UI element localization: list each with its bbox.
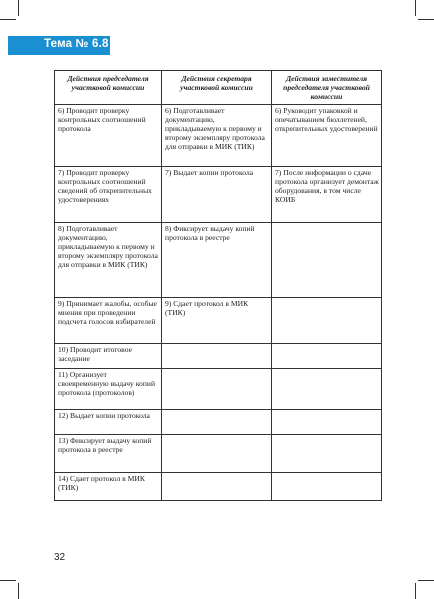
crop-mark bbox=[18, 583, 19, 599]
crop-mark bbox=[415, 583, 416, 599]
table-row bbox=[55, 410, 382, 435]
page-title: Тема № 6.8 bbox=[44, 38, 109, 50]
table-cell: 13) Фиксирует выдачу копий протокола в реестре bbox=[55, 435, 162, 473]
column-header-deputy: Действия заместителя председателя участковой комиссии bbox=[272, 71, 382, 105]
crop-mark bbox=[418, 19, 434, 20]
crop-mark bbox=[18, 0, 19, 16]
table-cell: 9) Сдает протокол в МИК (ТИК) bbox=[162, 298, 272, 344]
table-cell: 6) Руководит упаковкой и опечатыванием бюллетеней, открепительных удостоверений bbox=[272, 105, 382, 167]
table-cell: 6) Проводит проверку контрольных соотношений протокола bbox=[55, 105, 162, 167]
actions-table bbox=[54, 70, 382, 501]
table-cell: 7) Выдает копии протокола bbox=[162, 167, 272, 223]
table-row bbox=[55, 105, 382, 167]
table-row bbox=[55, 369, 382, 410]
table-cell bbox=[272, 435, 382, 473]
table-cell bbox=[162, 410, 272, 435]
table-cell: 11) Организует своевременную выдачу копий протокола (протоколов) bbox=[55, 369, 162, 410]
table-cell bbox=[162, 344, 272, 369]
column-header-chairman: Действия председателя участковой комиссии bbox=[55, 71, 162, 105]
table-cell: 7) Проводит проверку контрольных соотношений сведений об открепительных удостоверениях bbox=[55, 167, 162, 223]
table-cell: 8) Подготавливает документацию, прикладываемую к первому и второму экземпляру протокола для отправки в МИК (ТИК) bbox=[55, 223, 162, 298]
table-row bbox=[55, 435, 382, 473]
crop-mark bbox=[415, 0, 416, 16]
crop-mark bbox=[418, 580, 434, 581]
table-row bbox=[55, 223, 382, 298]
table-cell: 7) После информации о сдаче протокола организует демонтаж оборудования, в том числе КОИБ bbox=[272, 167, 382, 223]
column-header-secretary: Действия секретаря участковой комиссии bbox=[162, 71, 272, 105]
table-cell bbox=[162, 435, 272, 473]
table-cell: 10) Проводит итоговое заседание bbox=[55, 344, 162, 369]
page-number: 32 bbox=[54, 552, 66, 563]
table-cell bbox=[272, 410, 382, 435]
table-cell bbox=[272, 369, 382, 410]
table-cell bbox=[272, 473, 382, 501]
table-cell: 9) Принимает жалобы, особые мнения при проведении подсчета голосов избирателей bbox=[55, 298, 162, 344]
crop-mark bbox=[0, 19, 16, 20]
table-cell bbox=[272, 298, 382, 344]
table-row bbox=[55, 473, 382, 501]
table-cell bbox=[162, 369, 272, 410]
table-row bbox=[55, 167, 382, 223]
table-cell: 6) Подготавливает документацию, прикладываемую к первому и второму экземпляру протокола для отправки в МИК (ТИК) bbox=[162, 105, 272, 167]
table-cell: 14) Сдает протокол в МИК (ТИК) bbox=[55, 473, 162, 501]
table-row bbox=[55, 344, 382, 369]
table-cell bbox=[162, 473, 272, 501]
table-cell: 8) Фиксирует выдачу копий протокола в реестре bbox=[162, 223, 272, 298]
table-header-row bbox=[55, 71, 382, 105]
crop-mark bbox=[0, 580, 16, 581]
table-cell bbox=[272, 344, 382, 369]
table-cell: 12) Выдает копии протокола bbox=[55, 410, 162, 435]
table-row bbox=[55, 298, 382, 344]
table-cell bbox=[272, 223, 382, 298]
